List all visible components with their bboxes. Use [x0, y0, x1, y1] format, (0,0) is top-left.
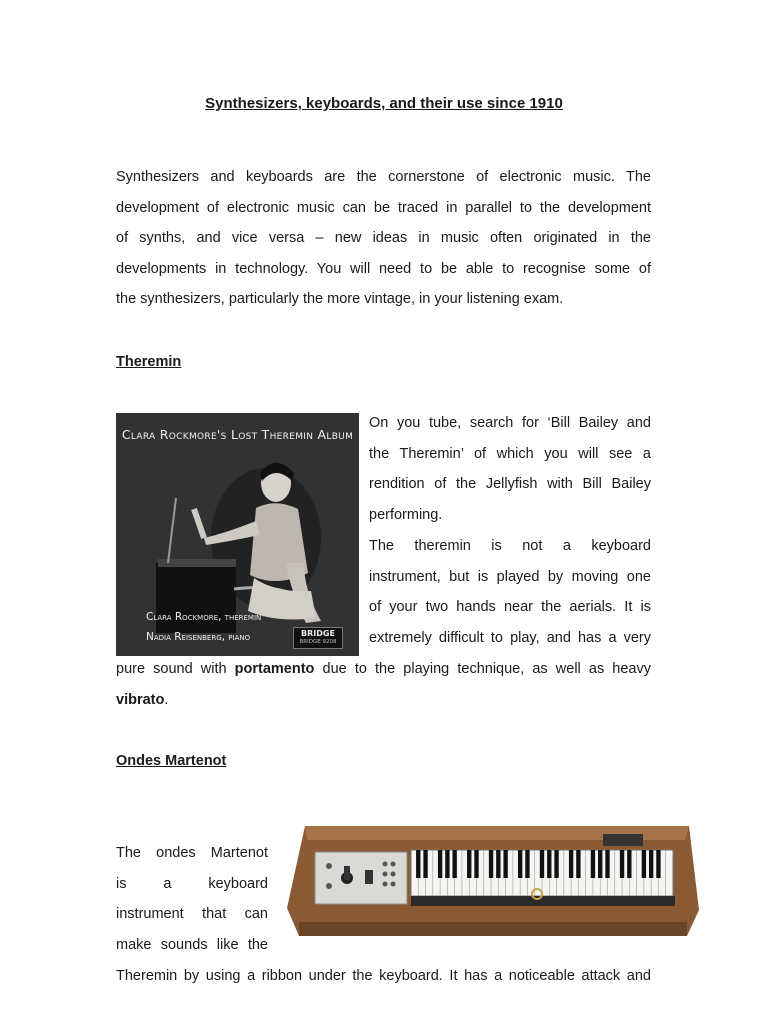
keyboard-black-key: [620, 850, 624, 878]
bridge-catalog-number: BRIDGE 9208: [299, 639, 337, 645]
theremin-side-line: rendition of the Jellyfish with Bill Bailey: [369, 476, 651, 493]
keyboard-black-key: [503, 850, 507, 878]
album-credit-piano: Nadia Reisenberg, piano: [146, 631, 251, 643]
keyboard-black-key: [540, 850, 544, 878]
text-run: due to the playing technique, as well as heavy: [314, 661, 651, 677]
keyboard-black-key: [525, 850, 529, 878]
bridge-label-text: BRIDGE: [301, 629, 335, 638]
keyboard-black-key: [569, 850, 573, 878]
term-vibrato: vibrato: [116, 691, 165, 708]
keyboard-black-key: [445, 850, 449, 878]
keyboard-black-key: [627, 850, 631, 878]
text-run: .: [164, 691, 169, 708]
keyboard-black-key: [452, 850, 456, 878]
keyboard-black-key: [467, 850, 471, 878]
theremin-side-line: of your two hands near the aerials. It is: [369, 599, 651, 616]
keyboard-black-key: [518, 850, 522, 878]
keyboard-black-key: [554, 850, 558, 878]
keyboard-black-key: [423, 850, 427, 878]
keyboard-black-key: [656, 850, 660, 878]
ondes-side-line: The ondes Martenot: [116, 845, 268, 861]
ondes-martenot-image: [285, 820, 701, 942]
keyboard-black-key: [605, 850, 609, 878]
album-credit-theremin: Clara Rockmore, theremin: [146, 611, 262, 623]
keyboard-black-key: [416, 850, 420, 878]
theremin-full-line: [116, 685, 651, 716]
theremin-paragraph-end: [116, 654, 651, 715]
bridge-label-logo: [293, 627, 343, 649]
theremin-full-line: [116, 654, 651, 685]
intro-line: developments in technology. You will need to be able to recognise some of: [116, 260, 651, 277]
intro-line: of synths, and vice versa – new ideas in music often originated in the: [116, 230, 651, 247]
theremin-side-line: extremely difficult to play, and has a very: [369, 629, 651, 646]
keyboard-black-key: [438, 850, 442, 878]
keyboard-black-key: [496, 850, 500, 878]
text-run: pure sound with: [116, 661, 235, 677]
theremin-side-line: The theremin is not a keyboard: [369, 537, 651, 554]
ondes-paragraph-end: [116, 961, 651, 992]
theremin-side-line: the Theremin’ of which you will see a: [369, 445, 651, 462]
ondes-martenot-heading: Ondes Martenot: [116, 753, 227, 769]
ondes-martenot-instrument-art: [285, 820, 701, 942]
intro-line: Synthesizers and keyboards are the cornerstone of electronic music. The: [116, 169, 651, 185]
intro-line: the synthesizers, particularly the more vintage, in your listening exam.: [116, 291, 564, 308]
keyboard-black-key: [474, 850, 478, 878]
intro-paragraph: [116, 162, 651, 315]
ondes-side-line: is a keyboard: [116, 875, 268, 892]
keyboard-black-key: [547, 850, 551, 878]
keyboard-black-key: [649, 850, 653, 878]
theremin-side-line: performing.: [369, 507, 443, 524]
theremin-side-line: instrument, but is played by moving one: [369, 568, 651, 585]
ondes-side-line: instrument that can: [116, 906, 268, 923]
keyboard-black-key: [576, 850, 580, 878]
keyboard-black-key: [598, 850, 602, 878]
theremin-side-text: [369, 408, 651, 654]
intro-line: development of electronic music can be traced in parallel to the development: [116, 199, 651, 216]
theremin-heading: Theremin: [116, 354, 182, 370]
theremin-side-line: On you tube, search for ‘Bill Bailey and: [369, 415, 651, 431]
album-title: Clara Rockmore's Lost Theremin Album: [121, 427, 354, 442]
page-title: Synthesizers, keyboards, and their use since 1910: [205, 95, 563, 112]
keyboard-black-key: [642, 850, 646, 878]
term-portamento: portamento: [234, 661, 315, 677]
keyboard-black-key: [489, 850, 493, 878]
keyboard-black-key: [591, 850, 595, 878]
ondes-side-line: make sounds like the: [116, 937, 268, 954]
ondes-full-line: Theremin by using a ribbon under the keyboard. It has a noticeable attack and: [116, 968, 651, 984]
ondes-side-text: [116, 838, 268, 961]
theremin-album-cover: [116, 413, 359, 656]
